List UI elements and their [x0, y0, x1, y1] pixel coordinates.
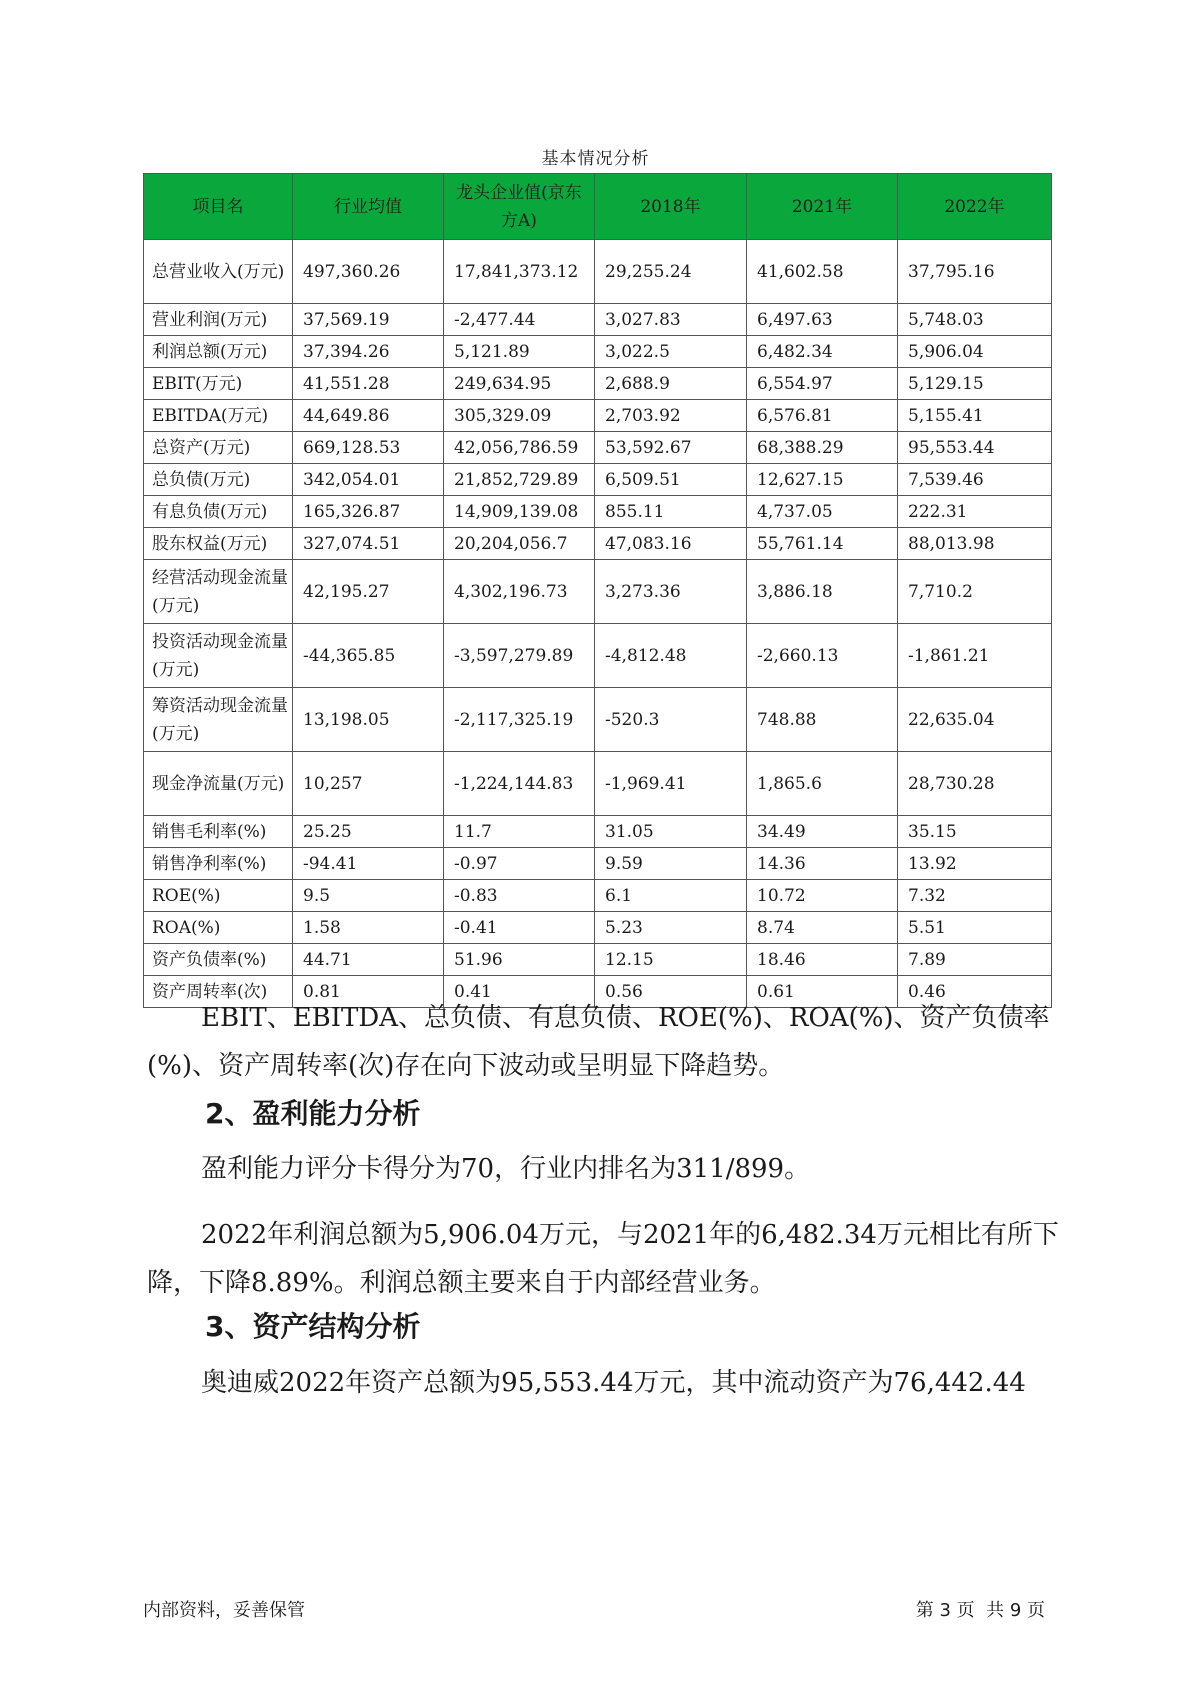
row-label: 现金净流量(万元)	[144, 752, 293, 816]
year-2021-cell: 0.61	[747, 976, 898, 1008]
industry-avg-cell: 10,257	[293, 752, 444, 816]
year-2022-cell: 5,129.15	[898, 368, 1052, 400]
table-row	[144, 432, 1052, 464]
leader-value-cell: -2,117,325.19	[444, 688, 595, 752]
section-heading-profitability: 2、盈利能力分析	[205, 1097, 421, 1130]
year-2021-cell: 4,737.05	[747, 496, 898, 528]
table-row	[144, 624, 1052, 688]
table-row	[144, 816, 1052, 848]
year-2022-cell: 5.51	[898, 912, 1052, 944]
year-2021-cell: 10.72	[747, 880, 898, 912]
year-2022-cell: 5,906.04	[898, 336, 1052, 368]
year-2018-cell: 5.23	[595, 912, 747, 944]
year-2022-cell: 22,635.04	[898, 688, 1052, 752]
row-label: 资产周转率(次)	[144, 976, 293, 1008]
year-2021-cell: 6,576.81	[747, 400, 898, 432]
year-2018-cell: 6.1	[595, 880, 747, 912]
year-2018-cell: -4,812.48	[595, 624, 747, 688]
industry-avg-cell: 342,054.01	[293, 464, 444, 496]
leader-value-cell: 51.96	[444, 944, 595, 976]
year-2018-cell: 3,273.36	[595, 560, 747, 624]
table-row	[144, 240, 1052, 304]
year-2022-cell: 5,155.41	[898, 400, 1052, 432]
leader-value-cell: 4,302,196.73	[444, 560, 595, 624]
table-row	[144, 464, 1052, 496]
table-row	[144, 368, 1052, 400]
industry-avg-cell: 0.81	[293, 976, 444, 1008]
table-row	[144, 400, 1052, 432]
industry-avg-cell: 42,195.27	[293, 560, 444, 624]
year-2022-cell: 5,748.03	[898, 304, 1052, 336]
header-item-name: 项目名	[144, 174, 293, 240]
table-row	[144, 944, 1052, 976]
leader-value-cell: 21,852,729.89	[444, 464, 595, 496]
row-label: 销售净利率(%)	[144, 848, 293, 880]
industry-avg-cell: 44.71	[293, 944, 444, 976]
row-label: 总资产(万元)	[144, 432, 293, 464]
row-label: 总负债(万元)	[144, 464, 293, 496]
leader-value-cell: -0.41	[444, 912, 595, 944]
paragraph-total-profit: 2022年利润总额为5,906.04万元，与2021年的6,482.34万元相比有所下降，下降8.89%。利润总额主要来自于内部经营业务。	[147, 1220, 1059, 1298]
year-2018-cell: 3,022.5	[595, 336, 747, 368]
leader-value-cell: 14,909,139.08	[444, 496, 595, 528]
table-body	[144, 240, 1052, 1008]
paragraph-total-assets: 奥迪威2022年资产总额为95,553.44万元，其中流动资产为76,442.44	[201, 1368, 1026, 1398]
year-2022-cell: 222.31	[898, 496, 1052, 528]
leader-value-cell: 305,329.09	[444, 400, 595, 432]
industry-avg-cell: 497,360.26	[293, 240, 444, 304]
header-industry-avg: 行业均值	[293, 174, 444, 240]
row-label: 有息负债(万元)	[144, 496, 293, 528]
industry-avg-cell: 13,198.05	[293, 688, 444, 752]
year-2018-cell: 53,592.67	[595, 432, 747, 464]
year-2018-cell: 3,027.83	[595, 304, 747, 336]
row-label: 资产负债率(%)	[144, 944, 293, 976]
year-2018-cell: 6,509.51	[595, 464, 747, 496]
year-2022-cell: 13.92	[898, 848, 1052, 880]
footer-page-number: 第 3 页 共 9 页	[915, 1600, 1045, 1621]
paragraph-trend-summary: EBIT、EBITDA、总负债、有息负债、ROE(%)、ROA(%)、资产负债率(%)、资产周转率(次)存在向下波动或呈明显下降趋势。	[147, 1003, 1050, 1081]
year-2018-cell: 9.59	[595, 848, 747, 880]
table-row	[144, 528, 1052, 560]
row-label: EBITDA(万元)	[144, 400, 293, 432]
leader-value-cell: 42,056,786.59	[444, 432, 595, 464]
industry-avg-cell: -94.41	[293, 848, 444, 880]
leader-value-cell: 11.7	[444, 816, 595, 848]
year-2021-cell: 748.88	[747, 688, 898, 752]
industry-avg-cell: 9.5	[293, 880, 444, 912]
year-2018-cell: 855.11	[595, 496, 747, 528]
industry-avg-cell: 41,551.28	[293, 368, 444, 400]
leader-value-cell: 5,121.89	[444, 336, 595, 368]
year-2021-cell: 3,886.18	[747, 560, 898, 624]
year-2021-cell: 14.36	[747, 848, 898, 880]
year-2021-cell: 6,482.34	[747, 336, 898, 368]
industry-avg-cell: 1.58	[293, 912, 444, 944]
table-row	[144, 688, 1052, 752]
row-label: 投资活动现金流量(万元)	[144, 624, 293, 688]
year-2022-cell: 35.15	[898, 816, 1052, 848]
year-2018-cell: -1,969.41	[595, 752, 747, 816]
industry-avg-cell: 44,649.86	[293, 400, 444, 432]
row-label: 经营活动现金流量(万元)	[144, 560, 293, 624]
year-2022-cell: 37,795.16	[898, 240, 1052, 304]
footer-confidential-note: 内部资料，妥善保管	[143, 1600, 305, 1621]
year-2018-cell: 2,703.92	[595, 400, 747, 432]
table-row	[144, 752, 1052, 816]
row-label: 利润总额(万元)	[144, 336, 293, 368]
leader-value-cell: -1,224,144.83	[444, 752, 595, 816]
leader-value-cell: 249,634.95	[444, 368, 595, 400]
year-2022-cell: 7.32	[898, 880, 1052, 912]
year-2021-cell: -2,660.13	[747, 624, 898, 688]
industry-avg-cell: 165,326.87	[293, 496, 444, 528]
year-2018-cell: 47,083.16	[595, 528, 747, 560]
year-2022-cell: 88,013.98	[898, 528, 1052, 560]
year-2021-cell: 1,865.6	[747, 752, 898, 816]
row-label: 股东权益(万元)	[144, 528, 293, 560]
row-label: ROE(%)	[144, 880, 293, 912]
year-2021-cell: 55,761.14	[747, 528, 898, 560]
year-2018-cell: 0.56	[595, 976, 747, 1008]
section-heading-asset-structure: 3、资产结构分析	[205, 1310, 421, 1343]
year-2021-cell: 6,554.97	[747, 368, 898, 400]
year-2018-cell: 31.05	[595, 816, 747, 848]
industry-avg-cell: 327,074.51	[293, 528, 444, 560]
year-2018-cell: 29,255.24	[595, 240, 747, 304]
year-2022-cell: 95,553.44	[898, 432, 1052, 464]
table-row	[144, 496, 1052, 528]
industry-avg-cell: 25.25	[293, 816, 444, 848]
table-row	[144, 304, 1052, 336]
industry-avg-cell: 37,569.19	[293, 304, 444, 336]
header-2018: 2018年	[595, 174, 747, 240]
year-2018-cell: 2,688.9	[595, 368, 747, 400]
row-label: 筹资活动现金流量(万元)	[144, 688, 293, 752]
header-2021: 2021年	[747, 174, 898, 240]
table-row	[144, 912, 1052, 944]
year-2022-cell: 0.46	[898, 976, 1052, 1008]
year-2021-cell: 8.74	[747, 912, 898, 944]
leader-value-cell: -2,477.44	[444, 304, 595, 336]
row-label: 营业利润(万元)	[144, 304, 293, 336]
year-2022-cell: 28,730.28	[898, 752, 1052, 816]
table-row	[144, 848, 1052, 880]
paragraph-profitability-score: 盈利能力评分卡得分为70，行业内排名为311/899。	[201, 1154, 811, 1184]
leader-value-cell: -0.97	[444, 848, 595, 880]
row-label: 总营业收入(万元)	[144, 240, 293, 304]
leader-value-cell: 0.41	[444, 976, 595, 1008]
industry-avg-cell: 669,128.53	[293, 432, 444, 464]
year-2018-cell: -520.3	[595, 688, 747, 752]
year-2021-cell: 12,627.15	[747, 464, 898, 496]
table-row	[144, 880, 1052, 912]
year-2022-cell: -1,861.21	[898, 624, 1052, 688]
year-2021-cell: 68,388.29	[747, 432, 898, 464]
row-label: 销售毛利率(%)	[144, 816, 293, 848]
basic-analysis-table	[143, 173, 1052, 1008]
table-caption: 基本情况分析	[541, 149, 650, 169]
table-row	[144, 560, 1052, 624]
leader-value-cell: -0.83	[444, 880, 595, 912]
year-2022-cell: 7.89	[898, 944, 1052, 976]
row-label: ROA(%)	[144, 912, 293, 944]
table-row	[144, 336, 1052, 368]
year-2021-cell: 18.46	[747, 944, 898, 976]
industry-avg-cell: -44,365.85	[293, 624, 444, 688]
industry-avg-cell: 37,394.26	[293, 336, 444, 368]
leader-value-cell: 20,204,056.7	[444, 528, 595, 560]
year-2022-cell: 7,539.46	[898, 464, 1052, 496]
header-2022: 2022年	[898, 174, 1052, 240]
year-2021-cell: 6,497.63	[747, 304, 898, 336]
year-2022-cell: 7,710.2	[898, 560, 1052, 624]
year-2018-cell: 12.15	[595, 944, 747, 976]
header-leader-value: 龙头企业值(京东方A)	[444, 174, 595, 240]
leader-value-cell: -3,597,279.89	[444, 624, 595, 688]
table-header-row	[144, 174, 1052, 240]
row-label: EBIT(万元)	[144, 368, 293, 400]
year-2021-cell: 34.49	[747, 816, 898, 848]
year-2021-cell: 41,602.58	[747, 240, 898, 304]
leader-value-cell: 17,841,373.12	[444, 240, 595, 304]
